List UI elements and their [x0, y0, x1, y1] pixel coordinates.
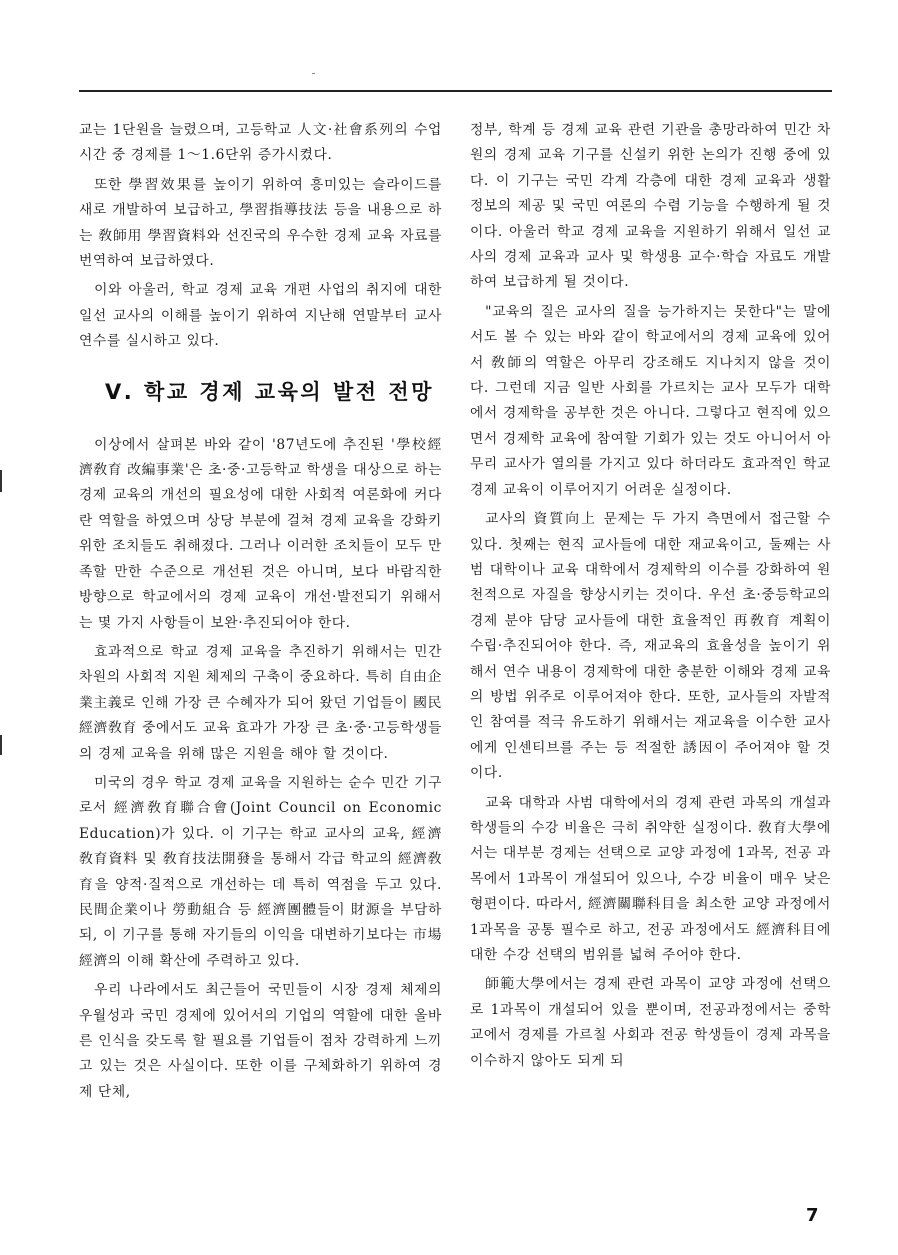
paragraph: 이상에서 살펴본 바와 같이 '87년도에 추진된 '學校經濟敎育 改編事業'은 초·중·고등학교 학생을 대상으로 하는 경제 교육의 개선의 필요성에 대한 사회적 여론화에 커다란 역할을 하였으며 상당 부분에 걸쳐 경제 교육을 강화키 위한 조치들도 취해졌다. 그러나 이러한 조치들이 모두 만족할 만한 수준으로 개선된 것은 아니며, 보다 바람직한 방향으로 학교에서의 경제 교육이 개선·발전되기 위해서는 몇 가지 사항들이 보완·추진되어야 한다. — [79, 436, 442, 631]
scan-speck — [312, 73, 315, 74]
right-column — [470, 118, 831, 1074]
left-column — [79, 118, 442, 1105]
paragraph: 정부, 학계 등 경제 교육 관련 기관을 총망라하여 민간 차원의 경제 교육 기구를 신설키 위한 논의가 진행 중에 있다. 이 기구는 국민 각계 각층에 대한 경제 교육과 생활 정보의 제공 및 국민 여론의 수렴 기능을 수행하게 될 것이다. 아울러 학교 경제 교육을 지원하기 위해서 일선 교사의 경제 교육과 교사 및 학생용 교수·학습 자료도 개발하여 보급하게 될 것이다. — [470, 122, 831, 291]
scan-edge-mark — [0, 735, 2, 755]
paragraph: 또한 學習效果를 높이기 위하여 흥미있는 슬라이드를 새로 개발하여 보급하고, 學習指導技法 등을 내용으로 하는 敎師用 學習資料와 선진국의 우수한 경제 교육 자료를 번역하여 보급하였다. — [79, 176, 442, 270]
paragraph: "교육의 질은 교사의 질을 능가하지는 못한다"는 말에서도 볼 수 있는 바와 같이 학교에서의 경제 교육에 있어서 敎師의 역할은 아무리 강조해도 지나치지 않을 것이다. 그런데 지금 일반 사회를 가르치는 교사 모두가 대학에서 경제학을 공부한 것은 아니다. 그렇다고 현직에 있으면서 경제학 교육에 참여할 기회가 있는 것도 아니어서 아무리 교사가 열의를 가지고 있다 하더라도 효과적인 학교 경제 교육이 이루어지기 어려운 실정이다. — [470, 303, 831, 498]
section-heading: Ⅴ. 학교 경제 교육의 발전 전망 — [105, 379, 434, 404]
paragraph: 교는 1단원을 늘렸으며, 고등학교 人文·社會系列의 수업 시간 중 경제를 1～1.6단위 증가시켰다. — [79, 122, 442, 164]
paragraph: 師範大學에서는 경제 관련 과목이 교양 과정에 선택으로 1과목이 개설되어 있을 뿐이며, 전공과정에서는 중학교에서 경제를 가르칠 사회과 전공 학생들이 경제 과목을 이수하지 않아도 되게 되 — [470, 976, 831, 1069]
paragraph: 효과적으로 학교 경제 교육을 추진하기 위해서는 민간 차원의 사회적 지원 체제의 구축이 중요하다. 특히 自由企業主義로 인해 가장 큰 수혜자가 되어 왔던 기업들이 國民經濟敎育 중에서도 교육 효과가 가장 큰 초·중·고등학생들의 경제 교육을 위해 많은 지원을 해야 할 것이다. — [79, 643, 442, 762]
page-number: 7 — [806, 1205, 819, 1226]
header-rule — [79, 90, 832, 92]
scan-edge-mark — [0, 470, 2, 492]
paragraph: 교사의 資質向上 문제는 두 가지 측면에서 접근할 수 있다. 첫째는 현직 교사들에 대한 재교육이고, 둘째는 사범 대학이나 교육 대학에서 경제학의 이수를 강화하여 원천적으로 자질을 향상시키는 것이다. 우선 초·중등학교의 경제 분야 담당 교사들에 대한 효율적인 再敎育 계획이 수립·추진되어야 한다. 즉, 재교육의 효율성을 높이기 위해서 연수 내용이 경제학에 대한 충분한 이해와 경제 교육의 방법 위주로 이루어져야 한다. 또한, 교사들의 자발적인 참여를 적극 유도하기 위해서는 재교육을 이수한 교사에게 인센티브를 주는 등 적절한 誘因이 주어져야 할 것이다. — [470, 511, 831, 782]
paragraph: 교육 대학과 사범 대학에서의 경제 관련 과목의 개설과 학생들의 수강 비율은 극히 취약한 실정이다. 敎育大學에서는 대부분 경제는 선택으로 교양 과정에 1과목, 전공 과목에서 1과목이 개설되어 있으나, 수강 비율이 매우 낮은 형편이다. 따라서, 經濟關聯科目을 최소한 교양 과정에서 1과목을 공통 필수로 하고, 전공 과정에서도 經濟科目에 대한 수강 선택의 범위를 넓혀 주어야 한다. — [470, 794, 831, 963]
paragraph: 미국의 경우 학교 경제 교육을 지원하는 순수 민간 기구로서 經濟敎育聯合會(Joint Council on Economic Education)가 있다. 이 기구는 학교 교사의 교육, 經濟敎育資料 및 敎育技法開發을 통해서 각급 학교의 經濟敎育을 양적·질적으로 개선하는 데 특히 역점을 두고 있다. 民間企業이나 勞動組合 등 經濟團體들이 財源을 부담하되, 이 기구를 통해 자기들의 이익을 대변하기보다는 市場經濟의 이해 확산에 주력하고 있다. — [79, 774, 442, 969]
paragraph: 이와 아울러, 학교 경제 교육 개편 사업의 취지에 대한 일선 교사의 이해를 높이기 위하여 지난해 연말부터 교사 연수를 실시하고 있다. — [79, 282, 442, 350]
paragraph: 우리 나라에서도 최근들어 국민들이 시장 경제 체제의 우월성과 국민 경제에 있어서의 기업의 역할에 대한 올바른 인식을 갖도록 할 필요를 기업들이 점차 강력하게 느끼고 있는 것은 사실이다. 또한 이를 구체화하기 위하여 경제 단체, — [79, 982, 442, 1100]
